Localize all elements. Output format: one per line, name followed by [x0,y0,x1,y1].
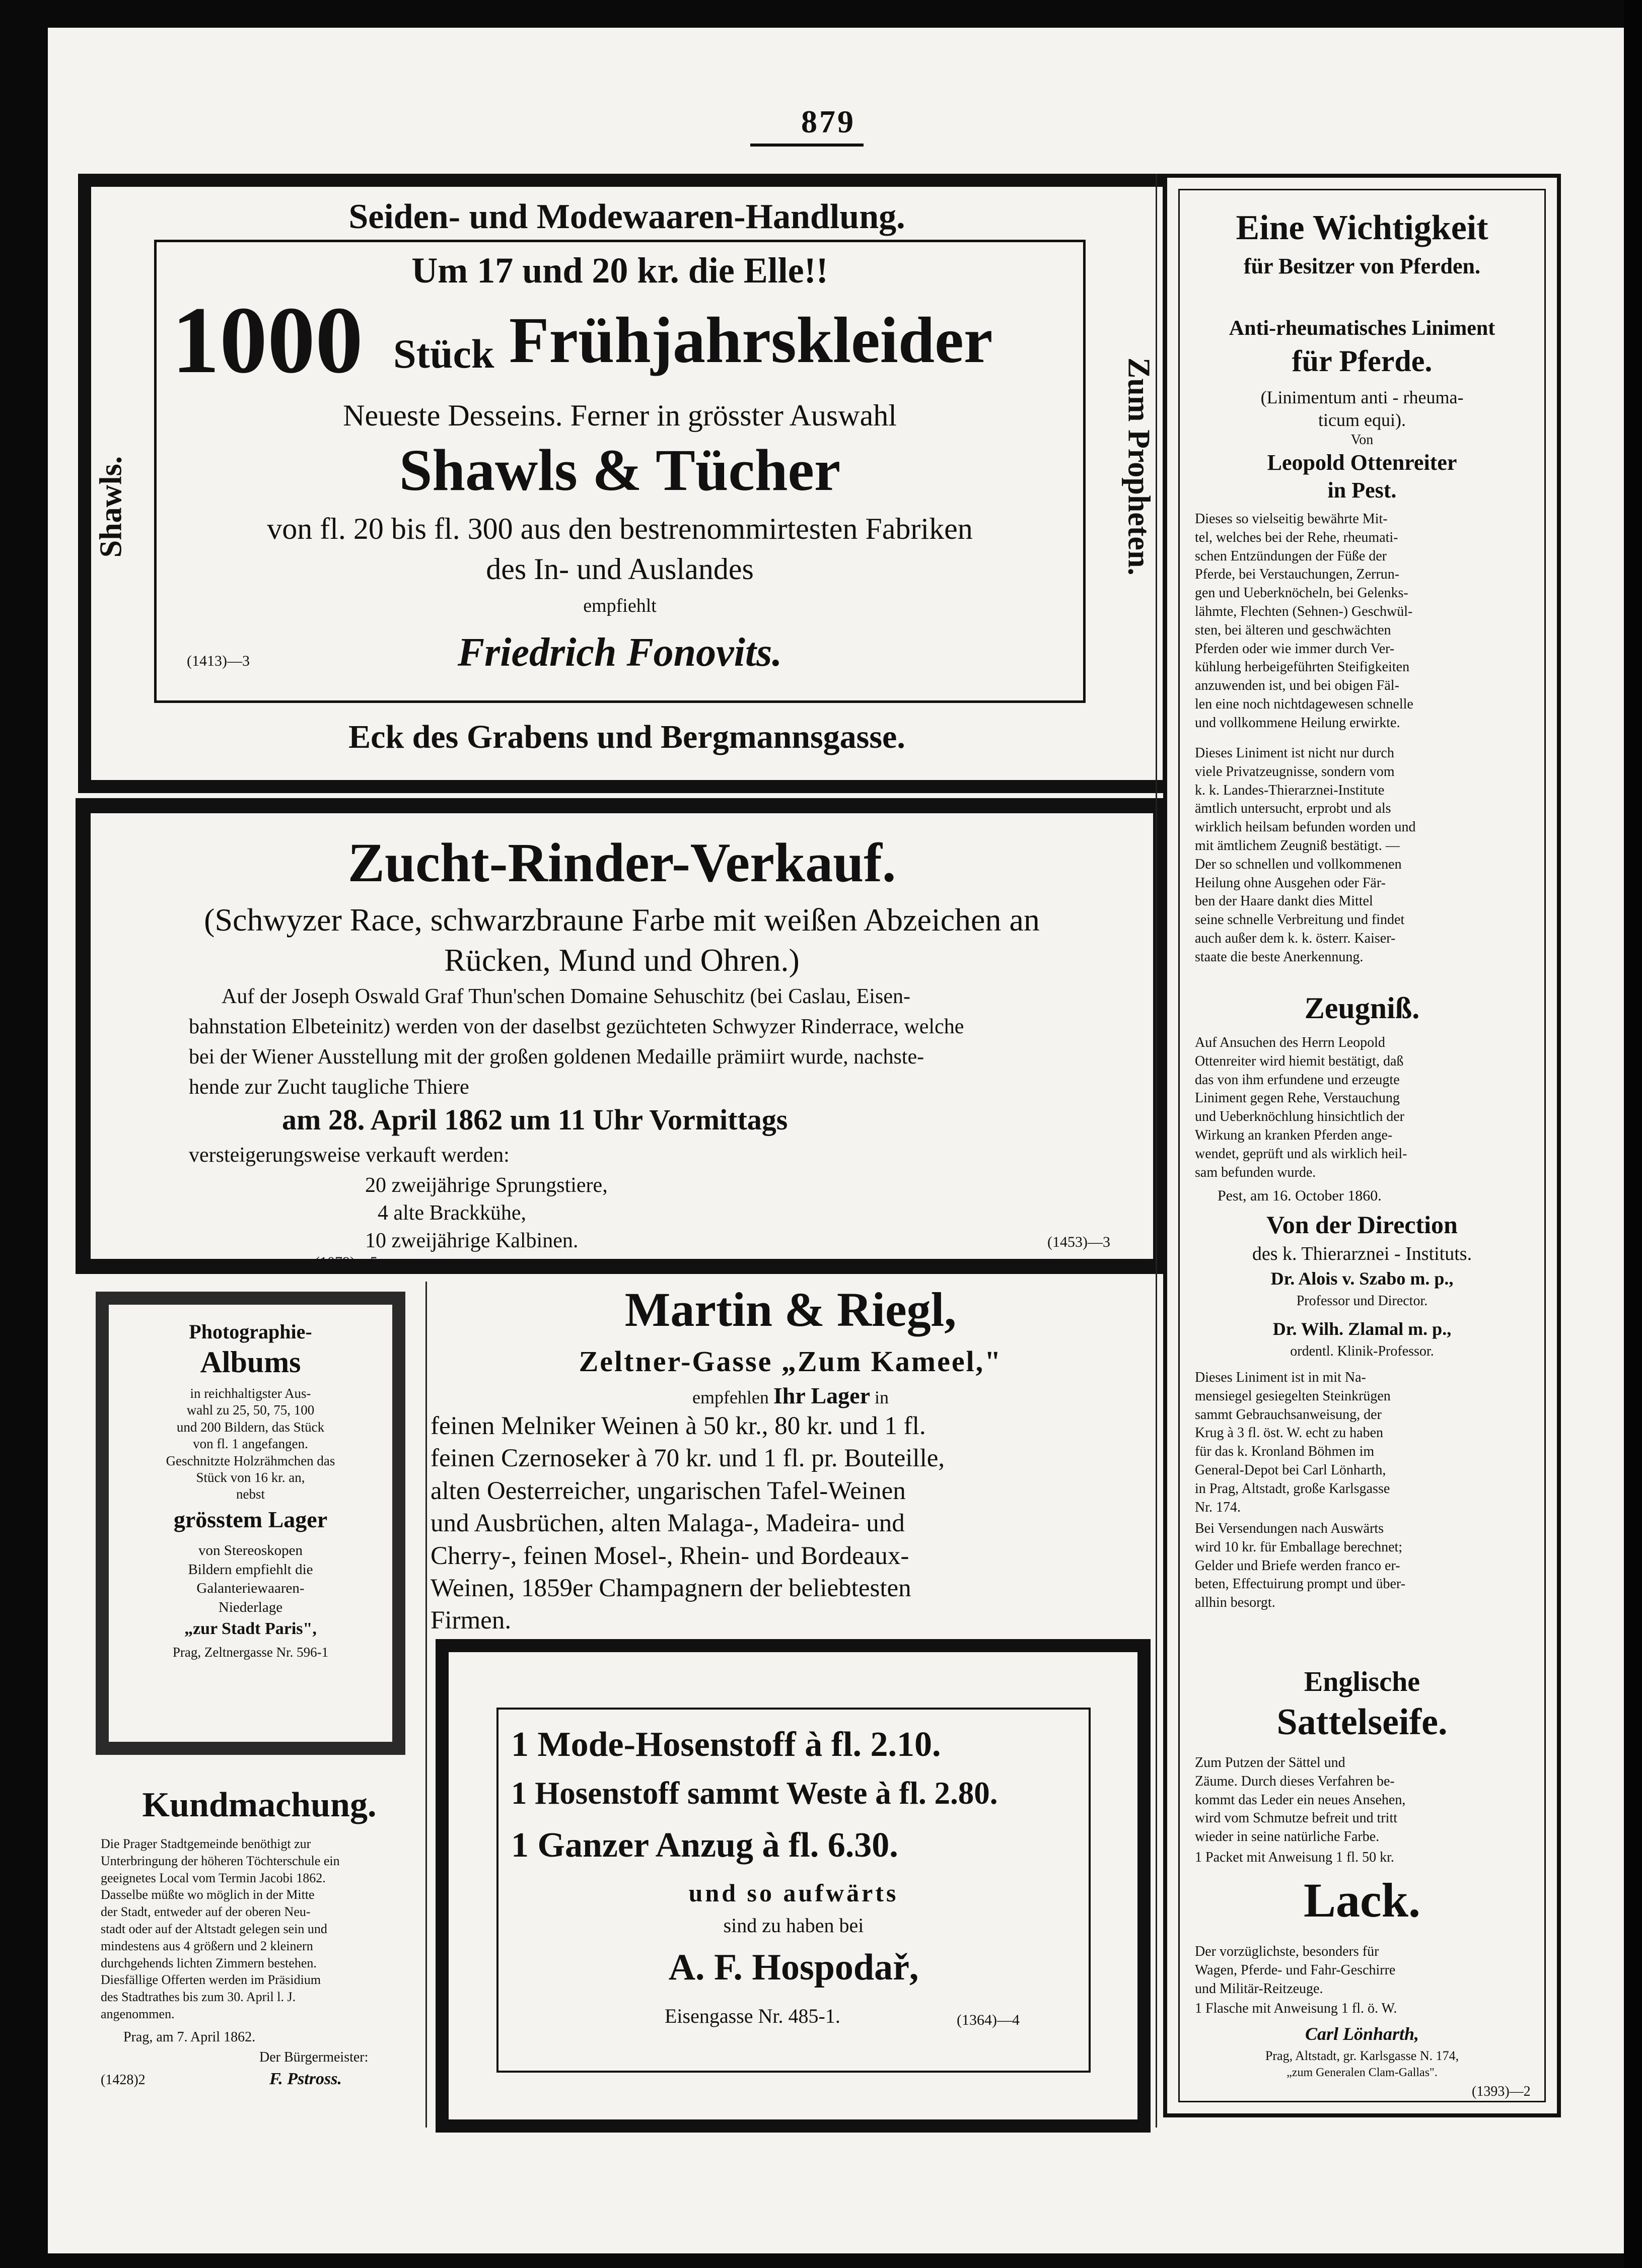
kundmachung-title: Kundmachung. [142,1786,377,1824]
wine-subtitle: Zeltner-Gasse „Zum Kameel," [579,1345,1003,1378]
shawls-merchant: Friedrich Fonovits. [457,630,782,675]
dealer-address: Prag, Altstadt, gr. Karlsgasse N. 174, [1265,2048,1459,2063]
liniment-paragraph-1-line: gen und Ueberknöcheln, bei Gelenks- [1195,585,1408,601]
albums-lines-2 [114,1541,387,1617]
liniment-paragraph-1-line: anzuwenden ist, und bei obigen Fäl- [1195,678,1399,694]
kundmachung-line: Dasselbe müßte wo möglich in der Mitte [101,1887,315,1902]
liniment-paragraph-2-line: seine schnelle Verbreitung und findet [1195,912,1405,928]
liniment-ref: (1393)—2 [1472,2084,1531,2099]
albums-line: und 200 Bildern, das Stück [176,1419,325,1435]
wine-line: und Ausbrüchen, alten Malaga-, Madeira- und [431,1509,905,1538]
kundmachung-line: geeignetes Local vom Termin Jacobi 1862. [101,1870,326,1885]
albums-2-line: Niederlage [218,1599,283,1615]
lack-text [1195,1943,1532,1998]
albums-shop: „zur Stadt Paris", [184,1619,317,1638]
saddle-soap-title-1: Englische [1304,1666,1420,1697]
ad-liniment [1163,174,1561,2117]
saddle-soap-line: Zäume. Durch dieses Verfahren be- [1195,1773,1395,1789]
lack-price: 1 Flasche mit Anweisung 1 fl. ö. W. [1195,2001,1397,2016]
trousers-merchant: A. F. Hospodař, [668,1947,919,1988]
shawls-header: Seiden- und Modewaaren-Handlung. [348,197,905,236]
liniment-paragraph-4 [1195,1520,1532,1612]
ad-albums-frame [96,1292,405,1755]
liniment-certificate-line: Wirkung an kranken Pferden ange- [1195,1127,1393,1143]
kundmachung-ref: (1428)2 [101,2072,146,2088]
trousers-inner-frame [496,1708,1091,2073]
liniment-certificate-line: das von ihm erfundene und erzeugte [1195,1072,1400,1088]
cattle-body-2: bahnstation Elbeteinitz) werden von der daselbst gezüchteten Schwyzer Rinderrace, welche [189,1015,964,1038]
albums-ref: (1079)—5 [315,1254,378,1270]
albums-address: Prag, Zeltnergasse Nr. 596-1 [172,1645,329,1660]
shawls-inner-frame [154,240,1086,703]
wine-intro [431,1382,1151,1409]
liniment-certificate-line: sam befunden wurde. [1195,1164,1316,1180]
shawls-quantity: 1000 [172,293,363,388]
trousers-line-5: sind zu haben bei [723,1914,864,1937]
liniment-paragraph-3-line: Nr. 174. [1195,1499,1241,1515]
column-rule-right [1156,174,1157,2128]
liniment-direction-2: des k. Thierarznei - Instituts. [1252,1243,1472,1264]
liniment-paragraph-4-line: allhin besorgt. [1195,1595,1275,1611]
page-number: 879 [801,104,855,139]
liniment-paragraph-2-line: Heilung ohne Ausgehen oder Fär- [1195,875,1386,891]
albums-line: wahl zu 25, 50, 75, 100 [186,1402,315,1418]
albums-2-line: Bildern empfiehlt die [188,1561,313,1578]
cattle-subtitle-1: (Schwyzer Race, schwarzbraune Farbe mit weißen Abzeichen an [204,902,1040,938]
shawls-side-left: Shawls. [94,456,128,558]
liniment-product-1: Anti-rheumatisches Liniment [1229,317,1495,340]
liniment-certificate-date: Pest, am 16. October 1860. [1218,1187,1382,1204]
kundmachung-line: des Stadtrathes bis zum 30. April l. J. [101,1990,296,2005]
kundmachung-line: stadt oder auf der Altstadt gelegen sein und [101,1921,327,1936]
liniment-signature-2b: ordentl. Klinik-Professor. [1290,1343,1434,1359]
cattle-item-3: 10 zweijährige Kalbinen. [365,1229,579,1252]
kundmachung-line: Die Prager Stadtgemeinde benöthigt zur [101,1836,311,1851]
kundmachung-line: mindestens aus 4 größern und 2 kleinern [101,1938,313,1953]
liniment-paragraph-3-line: Krug à 3 fl. öst. W. echt zu haben [1195,1425,1384,1441]
saddle-soap-price: 1 Packet mit Anweisung 1 fl. 50 kr. [1195,1850,1394,1865]
liniment-certificate-title: Zeugniß. [1304,991,1420,1025]
liniment-paragraph-4-line: beten, Effectuirung prompt und über- [1195,1576,1406,1592]
liniment-certificate-line: Liniment gegen Rehe, Verstauchung [1195,1090,1400,1106]
liniment-paragraph-2-line: auch außer dem k. k. österr. Kaiser- [1195,930,1396,946]
kundmachung-date: Prag, am 7. April 1862. [123,2029,256,2045]
liniment-paragraph-4-line: Bei Versendungen nach Auswärts [1195,1521,1384,1536]
saddle-soap-line: wieder in seine natürliche Farbe. [1195,1829,1380,1845]
cattle-item-1: 20 zweijährige Sprungstiere, [365,1174,608,1197]
shawls-address: Eck des Grabens und Bergmannsgasse. [348,719,905,755]
liniment-paragraph-1-line: sten, bei älteren und geschwächten [1195,622,1391,638]
cattle-body-1: Auf der Joseph Oswald Graf Thun'schen Domaine Sehuschitz (bei Caslau, Eisen- [222,985,910,1008]
kundmachung-line: durchgehends lichten Zimmern bestehen. [101,1955,317,1970]
albums-lines [114,1385,387,1503]
cattle-title: Zucht-Rinder-Verkauf. [347,832,896,893]
trousers-ref: (1364)—4 [957,2012,1020,2028]
liniment-paragraph-2-line: ben der Haare dankt dies Mittel [1195,893,1373,909]
liniment-paragraph-1-line: len eine noch nichtdagewesen schnelle [1195,696,1413,712]
ad-trousers [436,1639,1151,2133]
column-rule-left [425,1282,427,2128]
liniment-by: Von [1350,432,1374,448]
dealer-sign: „zum Generalen Clam-Gallas". [1287,2066,1438,2079]
shawls-side-right: Zum Propheten. [1121,358,1156,576]
liniment-paragraph-3-line: sammt Gebrauchsanweisung, der [1195,1406,1382,1423]
wine-intro-a: empfehlen [692,1387,769,1407]
liniment-paragraph-4-line: Gelder und Briefe werden franco er- [1195,1557,1400,1574]
kundmachung-signer: F. Pstross. [269,2070,342,2088]
liniment-paragraph-2-line: Der so schnellen und vollkommenen [1195,856,1402,872]
kundmachung-body [101,1835,423,2023]
albums-title-3: grösstem Lager [173,1507,328,1532]
albums-line: von fl. 1 angefangen. [193,1436,308,1452]
liniment-paragraph-3-line: General-Depot bei Carl Lönharth, [1195,1462,1386,1478]
wine-title: Martin & Riegl, [624,1283,957,1336]
shawls-recommends: empfiehlt [583,595,657,616]
liniment-certificate-line: Ottenreiter wird hiemit bestätigt, daß [1195,1053,1404,1069]
liniment-signature-1b: Professor und Director. [1296,1293,1428,1309]
ad-shawls [78,174,1176,793]
saddle-soap-text [1195,1754,1532,1847]
liniment-title-1: Eine Wichtigkeit [1236,208,1488,247]
liniment-paragraph-1 [1195,510,1532,733]
liniment-paragraph-1-line: schen Entzündungen der Füße der [1195,548,1387,564]
saddle-soap-line: kommt das Leder ein neues Ansehen, [1195,1792,1406,1808]
shawls-line3: Neueste Desseins. Ferner in grösster Auswahl [343,399,897,432]
shawls-product: Frühjahrskleider [509,304,993,377]
liniment-paragraph-2-line: Dieses Liniment ist nicht nur durch [1195,745,1394,761]
albums-2-line: von Stereoskopen [198,1542,303,1558]
lack-line: und Militär-Reitzeuge. [1195,1980,1323,1997]
cattle-date: am 28. April 1862 um 11 Uhr Vormittags [282,1103,788,1136]
wine-intro-b: Ihr Lager [773,1383,870,1408]
liniment-direction-1: Von der Direction [1266,1211,1458,1239]
liniment-paragraph-3 [1195,1369,1532,1517]
liniment-signature-1: Dr. Alois v. Szabo m. p., [1270,1268,1454,1289]
newspaper-page [48,28,1624,2253]
liniment-paragraph-2 [1195,744,1532,967]
liniment-paragraph-1-line: Pferde, bei Verstauchungen, Zerrun- [1195,566,1400,583]
trousers-line-1: 1 Mode-Hosenstoff à fl. 2.10. [511,1725,941,1764]
saddle-soap-line: wird vom Schmutze befreit und tritt [1195,1810,1398,1826]
shawls-quantity-word: Stück [393,331,494,377]
wine-line: Cherry-, feinen Mosel-, Rhein- und Bordeaux- [431,1541,909,1570]
liniment-paragraph-1-line: lähmte, Flechten (Sehnen-) Geschwül- [1195,603,1413,619]
cattle-ref: (1453)—3 [1047,1234,1110,1250]
shawls-line6: des In- und Auslandes [486,552,754,586]
page-number-rule [750,144,864,147]
liniment-paragraph-2-line: viele Privatzeugnisse, sondern vom [1195,763,1395,779]
liniment-signature-2: Dr. Wilh. Zlamal m. p., [1272,1319,1452,1339]
kundmachung-line: angenommen. [101,2006,175,2021]
liniment-latin-1: (Linimentum anti - rheuma- [1260,387,1464,407]
liniment-paragraph-2-line: mit ämtlichem Zeugniß bestätigt. — [1195,837,1400,854]
liniment-certificate-text [1195,1034,1532,1182]
shawls-price-line: Um 17 und 20 kr. die Elle!! [411,250,828,291]
liniment-certificate-line: und Ueberknöchlung hinsichtlich der [1195,1109,1405,1125]
shawls-line5: von fl. 20 bis fl. 300 aus den bestrenommirtesten Fabriken [267,512,973,545]
lack-title: Lack. [1303,1873,1421,1927]
wine-line: Firmen. [431,1606,512,1635]
scan-edge [1624,0,1642,2268]
shawls-ref: (1413)—3 [187,653,250,669]
liniment-paragraph-1-line: Pferden oder wie immer durch Ver- [1195,641,1395,657]
liniment-maker-2: in Pest. [1327,478,1397,503]
liniment-title-2: für Besitzer von Pferden. [1243,254,1481,278]
liniment-maker-1: Leopold Ottenreiter [1267,450,1457,475]
ad-cattle [76,798,1168,1274]
trousers-line-2: 1 Hosenstoff sammt Weste à fl. 2.80. [511,1776,998,1811]
cattle-body-4: hende zur Zucht taugliche Thiere [189,1076,469,1099]
liniment-paragraph-1-line: kühlung herbeigeführten Steifigkeiten [1195,659,1410,675]
lack-line: Wagen, Pferde- und Fahr-Geschirre [1195,1962,1396,1978]
wine-line: feinen Melniker Weinen à 50 kr., 80 kr. und 1 fl. [431,1412,926,1440]
liniment-paragraph-2-line: wirklich heilsam befunden worden und [1195,819,1416,835]
cattle-body-5: versteigerungsweise verkauft werden: [189,1144,510,1167]
albums-2-line: Galanteriewaaren- [196,1580,305,1597]
trousers-line-4: und so aufwärts [688,1879,899,1907]
liniment-paragraph-2-line: staate die beste Anerkennung. [1195,949,1364,965]
liniment-paragraph-1-line: tel, welches bei der Rehe, rheumati- [1195,529,1398,545]
liniment-product-2: für Pferde. [1292,344,1433,378]
kundmachung-office: Der Bürgermeister: [259,2049,369,2065]
cattle-body-3: bei der Wiener Ausstellung mit der großen goldenen Medaille prämiirt wurde, nachste- [189,1045,924,1069]
kundmachung-line: der Stadt, entweder auf der oberen Neu- [101,1904,311,1920]
liniment-paragraph-3-line: Dieses Liniment ist in mit Na- [1195,1370,1366,1385]
liniment-inner-frame [1178,189,1546,2102]
dealer-name: Carl Lönharth, [1305,2024,1419,2044]
saddle-soap-title-2: Sattelseife. [1276,1702,1448,1743]
liniment-paragraph-3-line: für das k. Kronland Böhmen im [1195,1444,1375,1460]
wine-lines [431,1410,1151,1637]
liniment-paragraph-3-line: in Prag, Altstadt, große Karlsgasse [1195,1480,1390,1497]
trousers-line-3: 1 Ganzer Anzug à fl. 6.30. [511,1826,898,1865]
ad-wine [431,1282,1151,1669]
liniment-paragraph-1-line: Dieses so vielseitig bewährte Mit- [1195,511,1388,527]
wine-line: Weinen, 1859er Champagnern der beliebtesten [431,1574,911,1603]
albums-line: in reichhaltigster Aus- [190,1386,311,1401]
liniment-certificate-line: Auf Ansuchen des Herrn Leopold [1195,1035,1385,1050]
albums-line: nebst [236,1486,265,1502]
cattle-item-2: 4 alte Brackkühe, [378,1201,527,1225]
trousers-address: Eisengasse Nr. 485-1. [665,2005,840,2027]
albums-line: Geschnitzte Holzrähmchen das [166,1453,335,1468]
saddle-soap-line: Zum Putzen der Sättel und [1195,1755,1345,1770]
liniment-paragraph-1-line: und vollkommene Heilung erwirkte. [1195,715,1400,731]
kundmachung-line: Unterbringung der höheren Töchterschule ein [101,1853,340,1868]
liniment-paragraph-3-line: mensiegel gesiegelten Steinkrügen [1195,1388,1391,1404]
albums-title-1: Photographie- [189,1320,312,1343]
wine-line: alten Oesterreicher, ungarischen Tafel-Weinen [431,1476,906,1505]
wine-line: feinen Czernoseker à 70 kr. und 1 fl. pr. Bouteille, [431,1444,945,1473]
wine-intro-c: in [875,1387,889,1407]
liniment-latin-2: ticum equi). [1318,410,1406,430]
liniment-paragraph-2-line: k. k. Landes-Thierarznei-Institute [1195,782,1385,798]
liniment-certificate-line: wendet, geprüft und als wirklich heil- [1195,1146,1407,1162]
liniment-paragraph-4-line: wird 10 kr. für Emballage berechnet; [1195,1539,1403,1555]
cattle-subtitle-2: Rücken, Mund und Ohren.) [444,942,800,978]
ad-kundmachung [93,1765,425,2128]
kundmachung-line: Diesfällige Offerten werden im Präsidium [101,1972,321,1988]
shawls-line4: Shawls & Tücher [399,437,841,503]
liniment-paragraph-2-line: ämtlich untersucht, erprobt und als [1195,801,1391,817]
albums-line: Stück von 16 kr. an, [196,1470,305,1485]
lack-line: Der vorzüglichste, besonders für [1195,1944,1379,1959]
albums-title-2: Albums [200,1345,301,1379]
